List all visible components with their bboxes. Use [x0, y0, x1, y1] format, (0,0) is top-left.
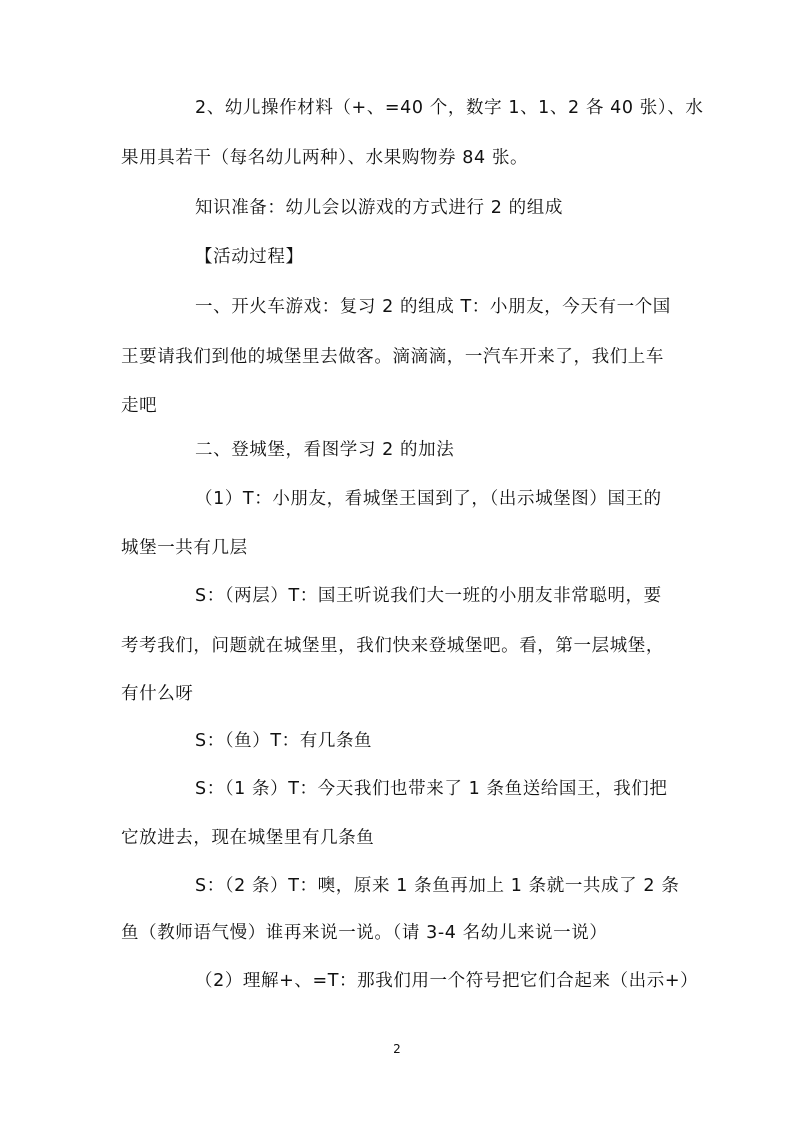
paragraph-two-floors-line-2: 考考我们，问题就在城堡里，我们快来登城堡吧。看，第一层城堡，: [121, 636, 664, 656]
paragraph-materials-line-2: 果用具若干（每名幼儿两种）、水果购物券 84 张。: [121, 148, 529, 168]
paragraph-two-floors-line-3: 有什么呀: [121, 684, 194, 704]
paragraph-two-fish-line-2: 鱼（教师语气慢）谁再来说一说。（请 3-4 名幼儿来说一说）: [121, 923, 608, 943]
paragraph-knowledge-prep: 知识准备：幼儿会以游戏的方式进行 2 的组成: [195, 198, 563, 218]
paragraph-plus-equals: （2）理解+、=T：那我们用一个符号把它们合起来（出示+）: [195, 971, 699, 991]
section-heading-activity-process: 【活动过程】: [195, 247, 304, 267]
paragraph-fish: S：（鱼）T：有几条鱼: [195, 731, 373, 751]
paragraph-castle-intro-line-2: 城堡一共有几层: [121, 538, 248, 558]
paragraph-one-fish-line-1: S：（1 条）T：今天我们也带来了 1 条鱼送给国王，我们把: [195, 779, 668, 799]
paragraph-train-game-line-2: 王要请我们到他的城堡里去做客。滴滴滴，一汽车开来了，我们上车: [121, 347, 664, 367]
paragraph-train-game-line-1: 一、开火车游戏：复习 2 的组成 T：小朋友，今天有一个国: [195, 297, 671, 317]
paragraph-two-floors-line-1: S：（两层）T：国王听说我们大一班的小朋友非常聪明，要: [195, 586, 662, 606]
paragraph-one-fish-line-2: 它放进去，现在城堡里有几条鱼: [121, 828, 375, 848]
paragraph-castle-intro-line-1: （1）T：小朋友，看城堡王国到了，（出示城堡图）国王的: [195, 489, 662, 509]
section-heading-castle: 二、登城堡，看图学习 2 的加法: [195, 440, 455, 460]
paragraph-two-fish-line-1: S：（2 条）T：噢，原来 1 条鱼再加上 1 条就一共成了 2 条: [195, 876, 680, 896]
paragraph-materials-line-1: 2、幼儿操作材料（+、=40 个，数字 1、1、2 各 40 张）、水: [195, 98, 704, 118]
paragraph-train-game-line-3: 走吧: [121, 396, 158, 416]
page-number: 2: [393, 1042, 401, 1056]
